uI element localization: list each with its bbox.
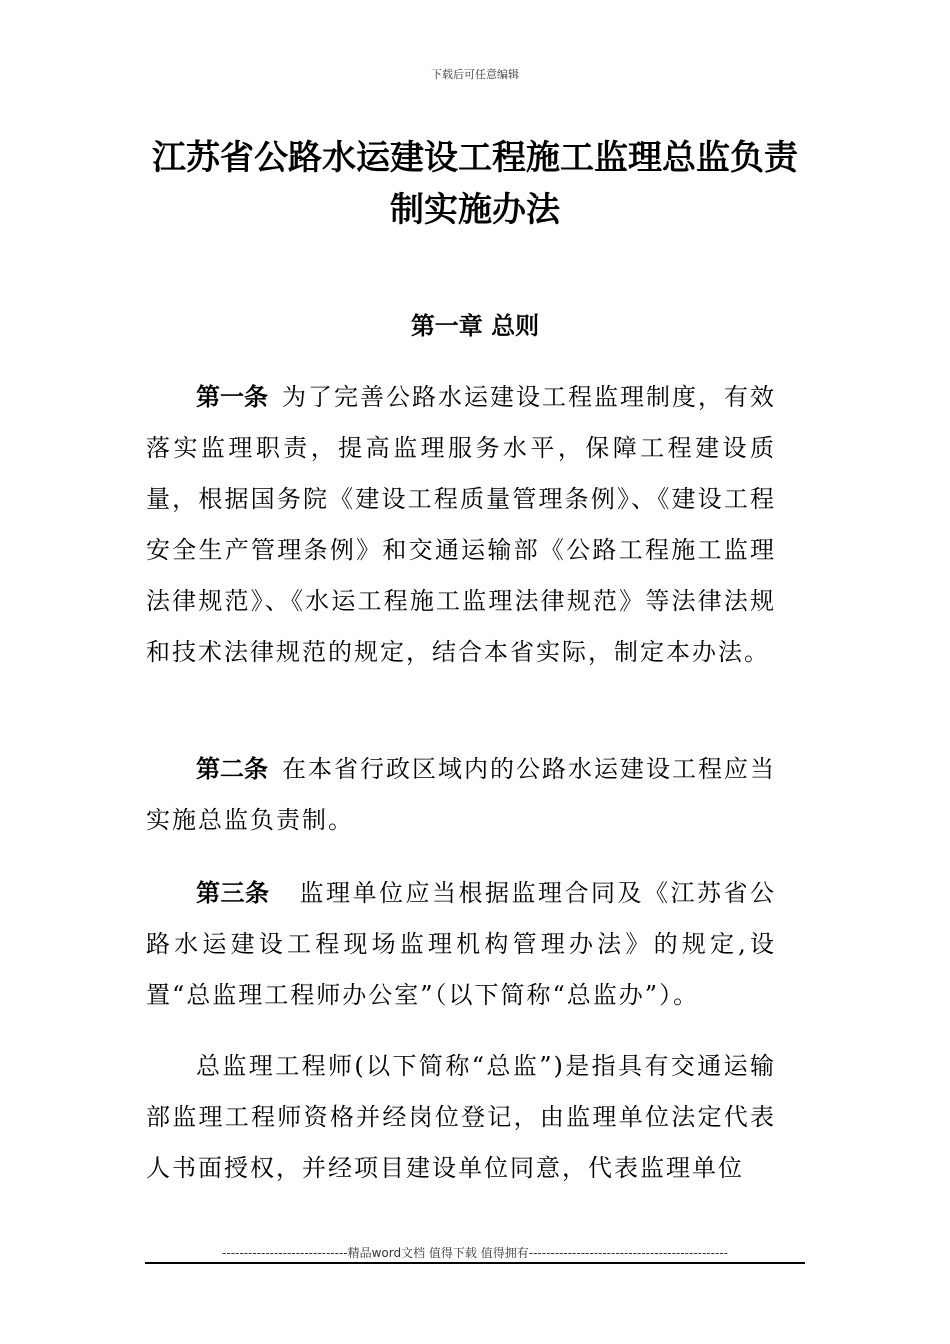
- header-note: 下载后可任意编辑: [431, 68, 519, 81]
- article-3-paragraph-2: [146, 1041, 776, 1194]
- article-1-text: 为了完善公路水运建设工程监理制度，有效落实监理职责，提高监理服务水平，保障工程建设质量，根据国务院《建设工程质量管理条例》、《建设工程安全生产管理条例》和交通运输部《公路工程施工监理法律规范》、《水运工程施工监理法律规范》等法律法规和技术法律规范的规定，结合本省实际，制定本办法。: [146, 383, 776, 666]
- article-1: [146, 372, 776, 678]
- article-3-text: 监理单位应当根据监理合同及《江苏省公路水运建设工程现场监理机构管理办法》的规定,设置“总监理工程师办公室”（以下简称“总监办”）。: [146, 879, 776, 1009]
- article-3-paragraph-2-text: 总监理工程师(以下简称“总监”)是指具有交通运输部监理工程师资格并经岗位登记，由监理单位法定代表人书面授权，并经项目建设单位同意，代表监理单位: [146, 1052, 776, 1182]
- article-2-label: 第二条: [196, 755, 268, 783]
- article-2: [146, 744, 776, 846]
- article-1-label: 第一条: [196, 383, 268, 411]
- document-title: 江苏省公路水运建设工程施工监理总监负责制实施办法: [152, 138, 798, 230]
- footer-divider: [145, 1262, 805, 1264]
- article-3: [146, 868, 776, 1021]
- footer-text: -----------------------------精品word文档 值得下载 值得拥有----------------------------------------------: [222, 1246, 728, 1260]
- article-2-text: 在本省行政区域内的公路水运建设工程应当实施总监负责制。: [146, 755, 776, 834]
- article-3-label: 第三条: [196, 879, 270, 907]
- chapter-heading: 第一章 总则: [410, 312, 540, 340]
